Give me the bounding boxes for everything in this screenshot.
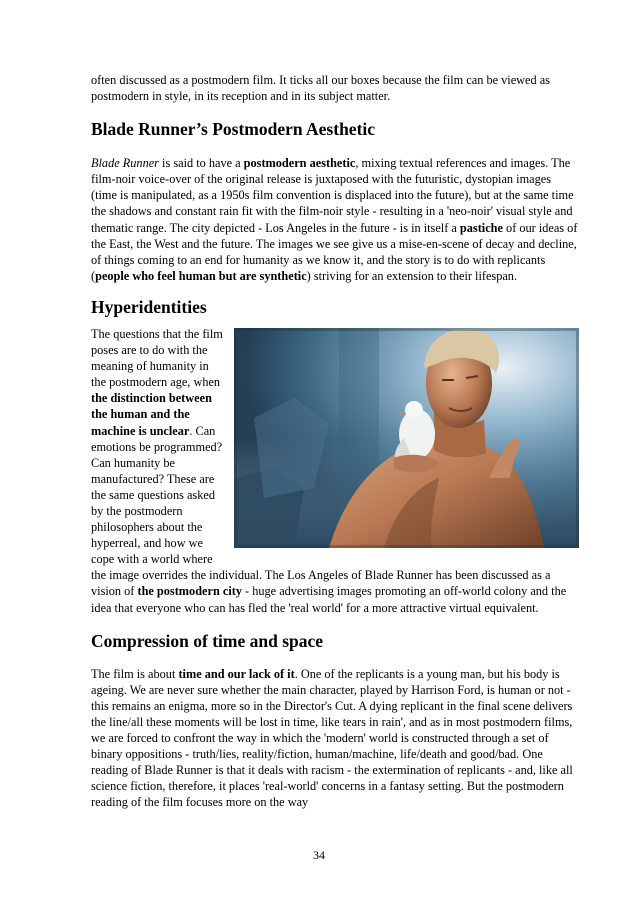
bold-term: the postmodern city xyxy=(137,584,242,599)
film-still-illustration xyxy=(234,328,579,548)
text-run: . One of the replicants is a young man, but his body is ageing. We are never sure whether the main character, played by Harrison Ford, is human or not - this remains an enigma, more so in the Director's Cut. A dying replicant in the final scene delivers the line/all these moments will be lost in time, like tears in rain', and as in most postmodern films, we are forced to confront the way in which the 'modern' world is constructed through a set of binary oppositions - truth/lies, reality/fiction, human/machine, life/death and good/bad. One reading of Blade Runner is that it deals with racism - the extermination of replicants - and, like all science fiction, therefore, it places 'real-world' concerns in a fantasy setting. But the postmodern reading of the film focuses more on the way xyxy=(91,666,573,810)
bold-term: time and our lack of it xyxy=(178,666,295,681)
section-heading-hyperidentities: Hyperidentities xyxy=(91,296,207,317)
text-run: , mixing textual references and images. The film-noir voice-over of the original release is juxtaposed with the futuristic, dystopian images (time is manipulated, as a 1950s film convention is displaced into the future), but at the same time the shadows and constant rain fit with the film-noir style - resulting in a 'neo-noir' visual style and thematic range. The city depicted - Los Angeles in the future - is in itself a xyxy=(91,156,574,235)
document-page xyxy=(91,72,579,810)
aesthetic-paragraph xyxy=(91,155,579,284)
text-run: The questions that the film poses are to do with the meaning of humanity in the postmodern age, when xyxy=(91,326,223,390)
compression-paragraph xyxy=(91,666,579,811)
bold-term: the distinction between the human and the machine is unclear xyxy=(91,391,212,438)
bold-term: people who feel human but are synthetic xyxy=(95,268,307,283)
text-run: . Can emotions be programmed? Can humanity be manufactured? These are the same questions asked by the postmodern philosophers about the hyperreal, and how we cope with a world where the image overrides the individual. The Los Angeles of Blade Runner has been discussed as a vision of xyxy=(91,423,551,599)
bold-term: pastiche xyxy=(459,220,503,235)
film-title-italic: Blade Runner xyxy=(91,156,159,171)
text-run: of our ideas of the East, the West and the future. The images we see give us a mise-en-scene of decay and decline, of things coming to an end for humanity as we know it, and the story is to do with replicants ( xyxy=(91,220,578,283)
film-still-image xyxy=(234,328,579,548)
text-run: is said to have a xyxy=(158,156,244,171)
text-run: ) striving for an extension to their lifespan. xyxy=(306,268,518,283)
page-number: 34 xyxy=(313,848,325,862)
bold-term: postmodern aesthetic xyxy=(243,156,356,171)
text-run: - huge advertising images promoting an off-world colony and the idea that everyone who can has fled the 'real world' for a more attractive virtual equivalent. xyxy=(91,584,567,615)
text-run: The film is about xyxy=(91,666,179,681)
section-heading-aesthetic: Blade Runner’s Postmodern Aesthetic xyxy=(91,119,376,140)
intro-paragraph: often discussed as a postmodern film. It ticks all our boxes because the film can be viewed as postmodern in style, in its reception and in its subject matter. xyxy=(91,73,550,104)
section-heading-compression: Compression of time and space xyxy=(91,630,324,651)
